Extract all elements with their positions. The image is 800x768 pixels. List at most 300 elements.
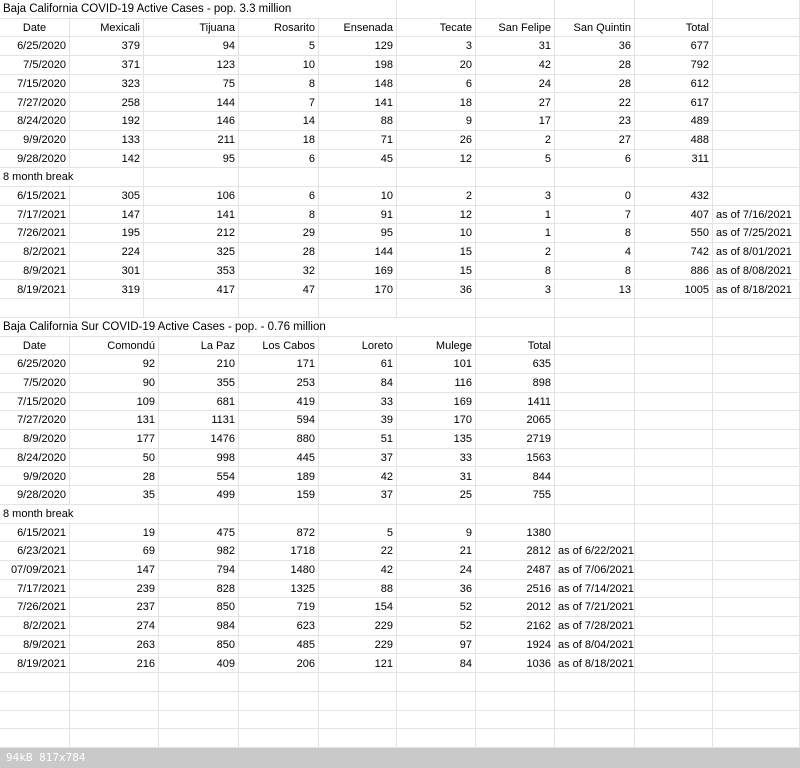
as-of-note-cell[interactable] bbox=[713, 94, 800, 112]
value-cell[interactable]: 90 bbox=[70, 374, 159, 392]
value-cell[interactable]: 88 bbox=[319, 112, 397, 130]
value-cell[interactable]: 69 bbox=[70, 542, 159, 560]
value-cell[interactable]: 1036 bbox=[476, 655, 555, 673]
value-cell[interactable]: 1480 bbox=[239, 561, 319, 579]
value-cell[interactable]: 28 bbox=[555, 56, 635, 74]
cell[interactable] bbox=[476, 0, 555, 18]
value-cell[interactable]: 325 bbox=[144, 243, 239, 261]
value-cell[interactable]: 4 bbox=[555, 243, 635, 261]
value-cell[interactable]: 2065 bbox=[476, 411, 555, 429]
value-cell[interactable]: 594 bbox=[239, 411, 319, 429]
value-cell[interactable]: 22 bbox=[319, 542, 397, 560]
cell[interactable] bbox=[144, 299, 239, 317]
cell[interactable] bbox=[70, 168, 144, 186]
cell[interactable] bbox=[159, 729, 239, 747]
cell[interactable] bbox=[713, 411, 800, 429]
cell[interactable] bbox=[555, 0, 635, 18]
date-cell[interactable]: 7/26/2021 bbox=[0, 598, 70, 616]
cell[interactable] bbox=[713, 692, 800, 710]
date-cell[interactable]: 7/15/2020 bbox=[0, 393, 70, 411]
value-cell[interactable]: 2719 bbox=[476, 430, 555, 448]
as-of-note-cell[interactable] bbox=[555, 524, 635, 542]
cell[interactable] bbox=[70, 729, 159, 747]
value-cell[interactable]: 169 bbox=[319, 262, 397, 280]
cell[interactable] bbox=[713, 655, 800, 673]
value-cell[interactable]: 323 bbox=[70, 75, 144, 93]
cell[interactable] bbox=[713, 0, 800, 18]
cell[interactable] bbox=[635, 692, 713, 710]
value-cell[interactable]: 5 bbox=[319, 524, 397, 542]
cell[interactable] bbox=[555, 505, 635, 523]
value-cell[interactable]: 42 bbox=[476, 56, 555, 74]
value-cell[interactable]: 36 bbox=[397, 281, 476, 299]
as-of-note-cell[interactable]: as of 8/18/2021 bbox=[555, 655, 635, 673]
cell[interactable] bbox=[635, 337, 713, 355]
value-cell[interactable]: 47 bbox=[239, 281, 319, 299]
value-cell[interactable]: 12 bbox=[397, 150, 476, 168]
column-header[interactable]: Tijuana bbox=[144, 19, 239, 37]
value-cell[interactable]: 97 bbox=[397, 636, 476, 654]
cell[interactable] bbox=[713, 711, 800, 729]
cell[interactable] bbox=[159, 711, 239, 729]
value-cell[interactable]: 36 bbox=[555, 37, 635, 55]
value-cell[interactable]: 27 bbox=[476, 94, 555, 112]
value-cell[interactable]: 7 bbox=[555, 206, 635, 224]
value-cell[interactable]: 2 bbox=[476, 243, 555, 261]
value-cell[interactable]: 9 bbox=[397, 112, 476, 130]
cell[interactable] bbox=[713, 374, 800, 392]
value-cell[interactable]: 35 bbox=[70, 486, 159, 504]
cell[interactable] bbox=[319, 692, 397, 710]
value-cell[interactable]: 998 bbox=[159, 449, 239, 467]
as-of-note-cell[interactable]: as of 8/08/2021 bbox=[713, 262, 800, 280]
date-cell[interactable]: 8/24/2020 bbox=[0, 112, 70, 130]
cell[interactable] bbox=[635, 598, 713, 616]
cell[interactable] bbox=[635, 673, 713, 691]
cell[interactable] bbox=[713, 636, 800, 654]
value-cell[interactable]: 84 bbox=[319, 374, 397, 392]
cell[interactable] bbox=[713, 580, 800, 598]
value-cell[interactable]: 850 bbox=[159, 636, 239, 654]
value-cell[interactable]: 554 bbox=[159, 468, 239, 486]
cell[interactable] bbox=[70, 299, 144, 317]
cell[interactable] bbox=[713, 393, 800, 411]
cell[interactable] bbox=[635, 449, 713, 467]
value-cell[interactable]: 177 bbox=[70, 430, 159, 448]
value-cell[interactable]: 2 bbox=[397, 187, 476, 205]
cell[interactable] bbox=[635, 729, 713, 747]
cell[interactable] bbox=[713, 449, 800, 467]
value-cell[interactable]: 52 bbox=[397, 598, 476, 616]
value-cell[interactable]: 1005 bbox=[635, 281, 713, 299]
as-of-note-cell[interactable] bbox=[555, 468, 635, 486]
value-cell[interactable]: 95 bbox=[144, 150, 239, 168]
value-cell[interactable]: 14 bbox=[239, 112, 319, 130]
value-cell[interactable]: 147 bbox=[70, 561, 159, 579]
value-cell[interactable]: 28 bbox=[70, 468, 159, 486]
value-cell[interactable]: 407 bbox=[635, 206, 713, 224]
date-cell[interactable]: 7/17/2021 bbox=[0, 580, 70, 598]
column-header[interactable]: Total bbox=[635, 19, 713, 37]
cell[interactable] bbox=[476, 729, 555, 747]
cell[interactable] bbox=[635, 430, 713, 448]
date-cell[interactable]: 8/19/2021 bbox=[0, 281, 70, 299]
as-of-note-cell[interactable] bbox=[555, 430, 635, 448]
cell[interactable] bbox=[555, 711, 635, 729]
value-cell[interactable]: 475 bbox=[159, 524, 239, 542]
value-cell[interactable]: 37 bbox=[319, 449, 397, 467]
cell[interactable] bbox=[555, 337, 635, 355]
value-cell[interactable]: 147 bbox=[70, 206, 144, 224]
value-cell[interactable]: 2487 bbox=[476, 561, 555, 579]
column-header[interactable]: La Paz bbox=[159, 337, 239, 355]
date-cell[interactable]: 7/5/2020 bbox=[0, 374, 70, 392]
value-cell[interactable]: 353 bbox=[144, 262, 239, 280]
value-cell[interactable]: 29 bbox=[239, 224, 319, 242]
cell[interactable] bbox=[555, 318, 635, 336]
value-cell[interactable]: 1 bbox=[476, 206, 555, 224]
cell[interactable] bbox=[397, 505, 476, 523]
date-cell[interactable]: 8/9/2020 bbox=[0, 430, 70, 448]
value-cell[interactable]: 1718 bbox=[239, 542, 319, 560]
cell[interactable] bbox=[713, 617, 800, 635]
column-header[interactable]: San Quintin bbox=[555, 19, 635, 37]
value-cell[interactable]: 0 bbox=[555, 187, 635, 205]
cell[interactable] bbox=[397, 692, 476, 710]
value-cell[interactable]: 94 bbox=[144, 37, 239, 55]
value-cell[interactable]: 8 bbox=[476, 262, 555, 280]
as-of-note-cell[interactable]: as of 7/16/2021 bbox=[713, 206, 800, 224]
cell[interactable] bbox=[713, 299, 800, 317]
value-cell[interactable]: 6 bbox=[239, 187, 319, 205]
date-cell[interactable]: 9/28/2020 bbox=[0, 486, 70, 504]
value-cell[interactable]: 417 bbox=[144, 281, 239, 299]
date-cell[interactable]: 6/25/2020 bbox=[0, 37, 70, 55]
value-cell[interactable]: 15 bbox=[397, 262, 476, 280]
value-cell[interactable]: 681 bbox=[159, 393, 239, 411]
value-cell[interactable]: 51 bbox=[319, 430, 397, 448]
value-cell[interactable]: 982 bbox=[159, 542, 239, 560]
value-cell[interactable]: 2516 bbox=[476, 580, 555, 598]
as-of-note-cell[interactable] bbox=[713, 150, 800, 168]
value-cell[interactable]: 617 bbox=[635, 94, 713, 112]
date-cell[interactable]: 7/27/2020 bbox=[0, 94, 70, 112]
value-cell[interactable]: 880 bbox=[239, 430, 319, 448]
cell[interactable] bbox=[635, 355, 713, 373]
value-cell[interactable]: 19 bbox=[70, 524, 159, 542]
value-cell[interactable]: 8 bbox=[239, 75, 319, 93]
cell[interactable] bbox=[319, 299, 397, 317]
date-cell[interactable]: 7/27/2020 bbox=[0, 411, 70, 429]
cell[interactable] bbox=[476, 711, 555, 729]
cell[interactable] bbox=[555, 729, 635, 747]
value-cell[interactable]: 719 bbox=[239, 598, 319, 616]
date-cell[interactable]: 7/15/2020 bbox=[0, 75, 70, 93]
value-cell[interactable]: 635 bbox=[476, 355, 555, 373]
value-cell[interactable]: 18 bbox=[239, 131, 319, 149]
value-cell[interactable]: 8 bbox=[239, 206, 319, 224]
value-cell[interactable]: 91 bbox=[319, 206, 397, 224]
value-cell[interactable]: 886 bbox=[635, 262, 713, 280]
cell[interactable] bbox=[319, 711, 397, 729]
value-cell[interactable]: 1131 bbox=[159, 411, 239, 429]
column-header[interactable]: Comondú bbox=[70, 337, 159, 355]
cell[interactable] bbox=[635, 505, 713, 523]
cell[interactable] bbox=[635, 374, 713, 392]
cell[interactable] bbox=[713, 355, 800, 373]
cell[interactable] bbox=[239, 711, 319, 729]
as-of-note-cell[interactable]: as of 8/04/2021 bbox=[555, 636, 635, 654]
value-cell[interactable]: 6 bbox=[555, 150, 635, 168]
cell[interactable] bbox=[319, 505, 397, 523]
cell[interactable] bbox=[239, 505, 319, 523]
value-cell[interactable]: 7 bbox=[239, 94, 319, 112]
cell[interactable] bbox=[635, 617, 713, 635]
cell[interactable] bbox=[635, 411, 713, 429]
cell[interactable] bbox=[397, 673, 476, 691]
cell[interactable] bbox=[70, 692, 159, 710]
value-cell[interactable]: 872 bbox=[239, 524, 319, 542]
as-of-note-cell[interactable] bbox=[713, 37, 800, 55]
as-of-note-cell[interactable]: as of 8/01/2021 bbox=[713, 243, 800, 261]
value-cell[interactable]: 2012 bbox=[476, 598, 555, 616]
value-cell[interactable]: 623 bbox=[239, 617, 319, 635]
value-cell[interactable]: 24 bbox=[476, 75, 555, 93]
column-header[interactable]: Mulege bbox=[397, 337, 476, 355]
value-cell[interactable]: 409 bbox=[159, 655, 239, 673]
value-cell[interactable]: 146 bbox=[144, 112, 239, 130]
cell[interactable] bbox=[555, 673, 635, 691]
as-of-note-cell[interactable] bbox=[713, 75, 800, 93]
column-header[interactable]: Los Cabos bbox=[239, 337, 319, 355]
cell[interactable] bbox=[476, 318, 555, 336]
date-cell[interactable]: 8/24/2020 bbox=[0, 449, 70, 467]
value-cell[interactable]: 371 bbox=[70, 56, 144, 74]
value-cell[interactable]: 144 bbox=[319, 243, 397, 261]
value-cell[interactable]: 445 bbox=[239, 449, 319, 467]
value-cell[interactable]: 142 bbox=[70, 150, 144, 168]
value-cell[interactable]: 6 bbox=[397, 75, 476, 93]
as-of-note-cell[interactable]: as of 7/25/2021 bbox=[713, 224, 800, 242]
value-cell[interactable]: 42 bbox=[319, 561, 397, 579]
value-cell[interactable]: 1411 bbox=[476, 393, 555, 411]
cell[interactable] bbox=[635, 299, 713, 317]
value-cell[interactable]: 1 bbox=[476, 224, 555, 242]
value-cell[interactable]: 12 bbox=[397, 206, 476, 224]
value-cell[interactable]: 1563 bbox=[476, 449, 555, 467]
value-cell[interactable]: 133 bbox=[70, 131, 144, 149]
cell[interactable] bbox=[159, 692, 239, 710]
value-cell[interactable]: 75 bbox=[144, 75, 239, 93]
value-cell[interactable]: 28 bbox=[239, 243, 319, 261]
value-cell[interactable]: 37 bbox=[319, 486, 397, 504]
cell[interactable] bbox=[70, 711, 159, 729]
cell[interactable] bbox=[70, 505, 159, 523]
cell[interactable] bbox=[635, 0, 713, 18]
date-cell[interactable]: 8/2/2021 bbox=[0, 617, 70, 635]
cell[interactable] bbox=[713, 673, 800, 691]
value-cell[interactable]: 301 bbox=[70, 262, 144, 280]
column-header[interactable]: San Felipe bbox=[476, 19, 555, 37]
value-cell[interactable]: 27 bbox=[555, 131, 635, 149]
cell[interactable] bbox=[0, 711, 70, 729]
value-cell[interactable]: 31 bbox=[397, 468, 476, 486]
cell[interactable] bbox=[397, 711, 476, 729]
cell[interactable] bbox=[713, 430, 800, 448]
date-cell[interactable]: 7/17/2021 bbox=[0, 206, 70, 224]
value-cell[interactable]: 106 bbox=[144, 187, 239, 205]
value-cell[interactable]: 844 bbox=[476, 468, 555, 486]
value-cell[interactable]: 101 bbox=[397, 355, 476, 373]
cell[interactable] bbox=[713, 337, 800, 355]
cell[interactable] bbox=[0, 673, 70, 691]
as-of-note-cell[interactable] bbox=[555, 374, 635, 392]
value-cell[interactable]: 2 bbox=[476, 131, 555, 149]
date-cell[interactable]: 9/9/2020 bbox=[0, 468, 70, 486]
value-cell[interactable]: 1325 bbox=[239, 580, 319, 598]
value-cell[interactable]: 210 bbox=[159, 355, 239, 373]
cell[interactable] bbox=[635, 468, 713, 486]
value-cell[interactable]: 216 bbox=[70, 655, 159, 673]
cell[interactable] bbox=[159, 673, 239, 691]
date-cell[interactable]: 7/26/2021 bbox=[0, 224, 70, 242]
cell[interactable] bbox=[555, 168, 635, 186]
value-cell[interactable]: 170 bbox=[397, 411, 476, 429]
value-cell[interactable]: 485 bbox=[239, 636, 319, 654]
value-cell[interactable]: 121 bbox=[319, 655, 397, 673]
cell[interactable] bbox=[635, 580, 713, 598]
as-of-note-cell[interactable]: as of 7/21/2021 bbox=[555, 598, 635, 616]
cell[interactable] bbox=[476, 168, 555, 186]
cell[interactable] bbox=[713, 486, 800, 504]
value-cell[interactable]: 84 bbox=[397, 655, 476, 673]
date-cell[interactable]: 9/9/2020 bbox=[0, 131, 70, 149]
cell[interactable] bbox=[635, 655, 713, 673]
value-cell[interactable]: 212 bbox=[144, 224, 239, 242]
value-cell[interactable]: 1924 bbox=[476, 636, 555, 654]
cell[interactable] bbox=[319, 0, 397, 18]
value-cell[interactable]: 432 bbox=[635, 187, 713, 205]
column-header[interactable]: Total bbox=[476, 337, 555, 355]
cell[interactable] bbox=[476, 299, 555, 317]
cell[interactable] bbox=[397, 299, 476, 317]
value-cell[interactable]: 171 bbox=[239, 355, 319, 373]
date-cell[interactable]: 7/5/2020 bbox=[0, 56, 70, 74]
cell[interactable] bbox=[713, 598, 800, 616]
value-cell[interactable]: 3 bbox=[397, 37, 476, 55]
value-cell[interactable]: 26 bbox=[397, 131, 476, 149]
cell[interactable] bbox=[397, 318, 476, 336]
cell[interactable] bbox=[0, 729, 70, 747]
cell[interactable] bbox=[239, 692, 319, 710]
value-cell[interactable]: 33 bbox=[397, 449, 476, 467]
value-cell[interactable]: 2812 bbox=[476, 542, 555, 560]
cell[interactable] bbox=[397, 168, 476, 186]
as-of-note-cell[interactable] bbox=[555, 449, 635, 467]
cell[interactable] bbox=[144, 168, 239, 186]
cell[interactable] bbox=[239, 729, 319, 747]
value-cell[interactable]: 28 bbox=[555, 75, 635, 93]
value-cell[interactable]: 311 bbox=[635, 150, 713, 168]
value-cell[interactable]: 984 bbox=[159, 617, 239, 635]
value-cell[interactable]: 206 bbox=[239, 655, 319, 673]
cell[interactable] bbox=[635, 168, 713, 186]
value-cell[interactable]: 144 bbox=[144, 94, 239, 112]
cell[interactable] bbox=[635, 486, 713, 504]
value-cell[interactable]: 198 bbox=[319, 56, 397, 74]
cell[interactable] bbox=[239, 673, 319, 691]
value-cell[interactable]: 828 bbox=[159, 580, 239, 598]
date-cell[interactable]: 6/25/2020 bbox=[0, 355, 70, 373]
value-cell[interactable]: 129 bbox=[319, 37, 397, 55]
value-cell[interactable]: 792 bbox=[635, 56, 713, 74]
as-of-note-cell[interactable] bbox=[713, 131, 800, 149]
value-cell[interactable]: 131 bbox=[70, 411, 159, 429]
value-cell[interactable]: 258 bbox=[70, 94, 144, 112]
cell[interactable] bbox=[159, 505, 239, 523]
value-cell[interactable]: 189 bbox=[239, 468, 319, 486]
date-cell[interactable]: 07/09/2021 bbox=[0, 561, 70, 579]
value-cell[interactable]: 263 bbox=[70, 636, 159, 654]
date-cell[interactable]: 6/23/2021 bbox=[0, 542, 70, 560]
cell[interactable] bbox=[476, 505, 555, 523]
value-cell[interactable]: 211 bbox=[144, 131, 239, 149]
cell[interactable] bbox=[713, 561, 800, 579]
value-cell[interactable]: 148 bbox=[319, 75, 397, 93]
value-cell[interactable]: 2162 bbox=[476, 617, 555, 635]
value-cell[interactable]: 123 bbox=[144, 56, 239, 74]
cell[interactable] bbox=[635, 711, 713, 729]
value-cell[interactable]: 195 bbox=[70, 224, 144, 242]
value-cell[interactable]: 305 bbox=[70, 187, 144, 205]
value-cell[interactable]: 116 bbox=[397, 374, 476, 392]
value-cell[interactable]: 274 bbox=[70, 617, 159, 635]
cell[interactable] bbox=[713, 524, 800, 542]
value-cell[interactable]: 755 bbox=[476, 486, 555, 504]
as-of-note-cell[interactable] bbox=[713, 112, 800, 130]
value-cell[interactable]: 489 bbox=[635, 112, 713, 130]
cell[interactable] bbox=[635, 524, 713, 542]
column-header[interactable]: Tecate bbox=[397, 19, 476, 37]
cell[interactable] bbox=[0, 299, 70, 317]
value-cell[interactable]: 42 bbox=[319, 468, 397, 486]
as-of-note-cell[interactable] bbox=[555, 355, 635, 373]
value-cell[interactable]: 898 bbox=[476, 374, 555, 392]
value-cell[interactable]: 10 bbox=[319, 187, 397, 205]
as-of-note-cell[interactable] bbox=[713, 56, 800, 74]
cell[interactable] bbox=[0, 692, 70, 710]
value-cell[interactable]: 39 bbox=[319, 411, 397, 429]
as-of-note-cell[interactable]: as of 6/22/2021 bbox=[555, 542, 635, 560]
value-cell[interactable]: 550 bbox=[635, 224, 713, 242]
cell[interactable] bbox=[635, 636, 713, 654]
value-cell[interactable]: 1476 bbox=[159, 430, 239, 448]
value-cell[interactable]: 742 bbox=[635, 243, 713, 261]
value-cell[interactable]: 419 bbox=[239, 393, 319, 411]
value-cell[interactable]: 229 bbox=[319, 636, 397, 654]
cell[interactable] bbox=[70, 673, 159, 691]
value-cell[interactable]: 794 bbox=[159, 561, 239, 579]
value-cell[interactable]: 24 bbox=[397, 561, 476, 579]
as-of-note-cell[interactable] bbox=[713, 187, 800, 205]
value-cell[interactable]: 20 bbox=[397, 56, 476, 74]
value-cell[interactable]: 8 bbox=[555, 224, 635, 242]
column-header[interactable]: Rosarito bbox=[239, 19, 319, 37]
as-of-note-cell[interactable] bbox=[555, 393, 635, 411]
value-cell[interactable]: 170 bbox=[319, 281, 397, 299]
cell[interactable] bbox=[476, 692, 555, 710]
value-cell[interactable]: 141 bbox=[319, 94, 397, 112]
